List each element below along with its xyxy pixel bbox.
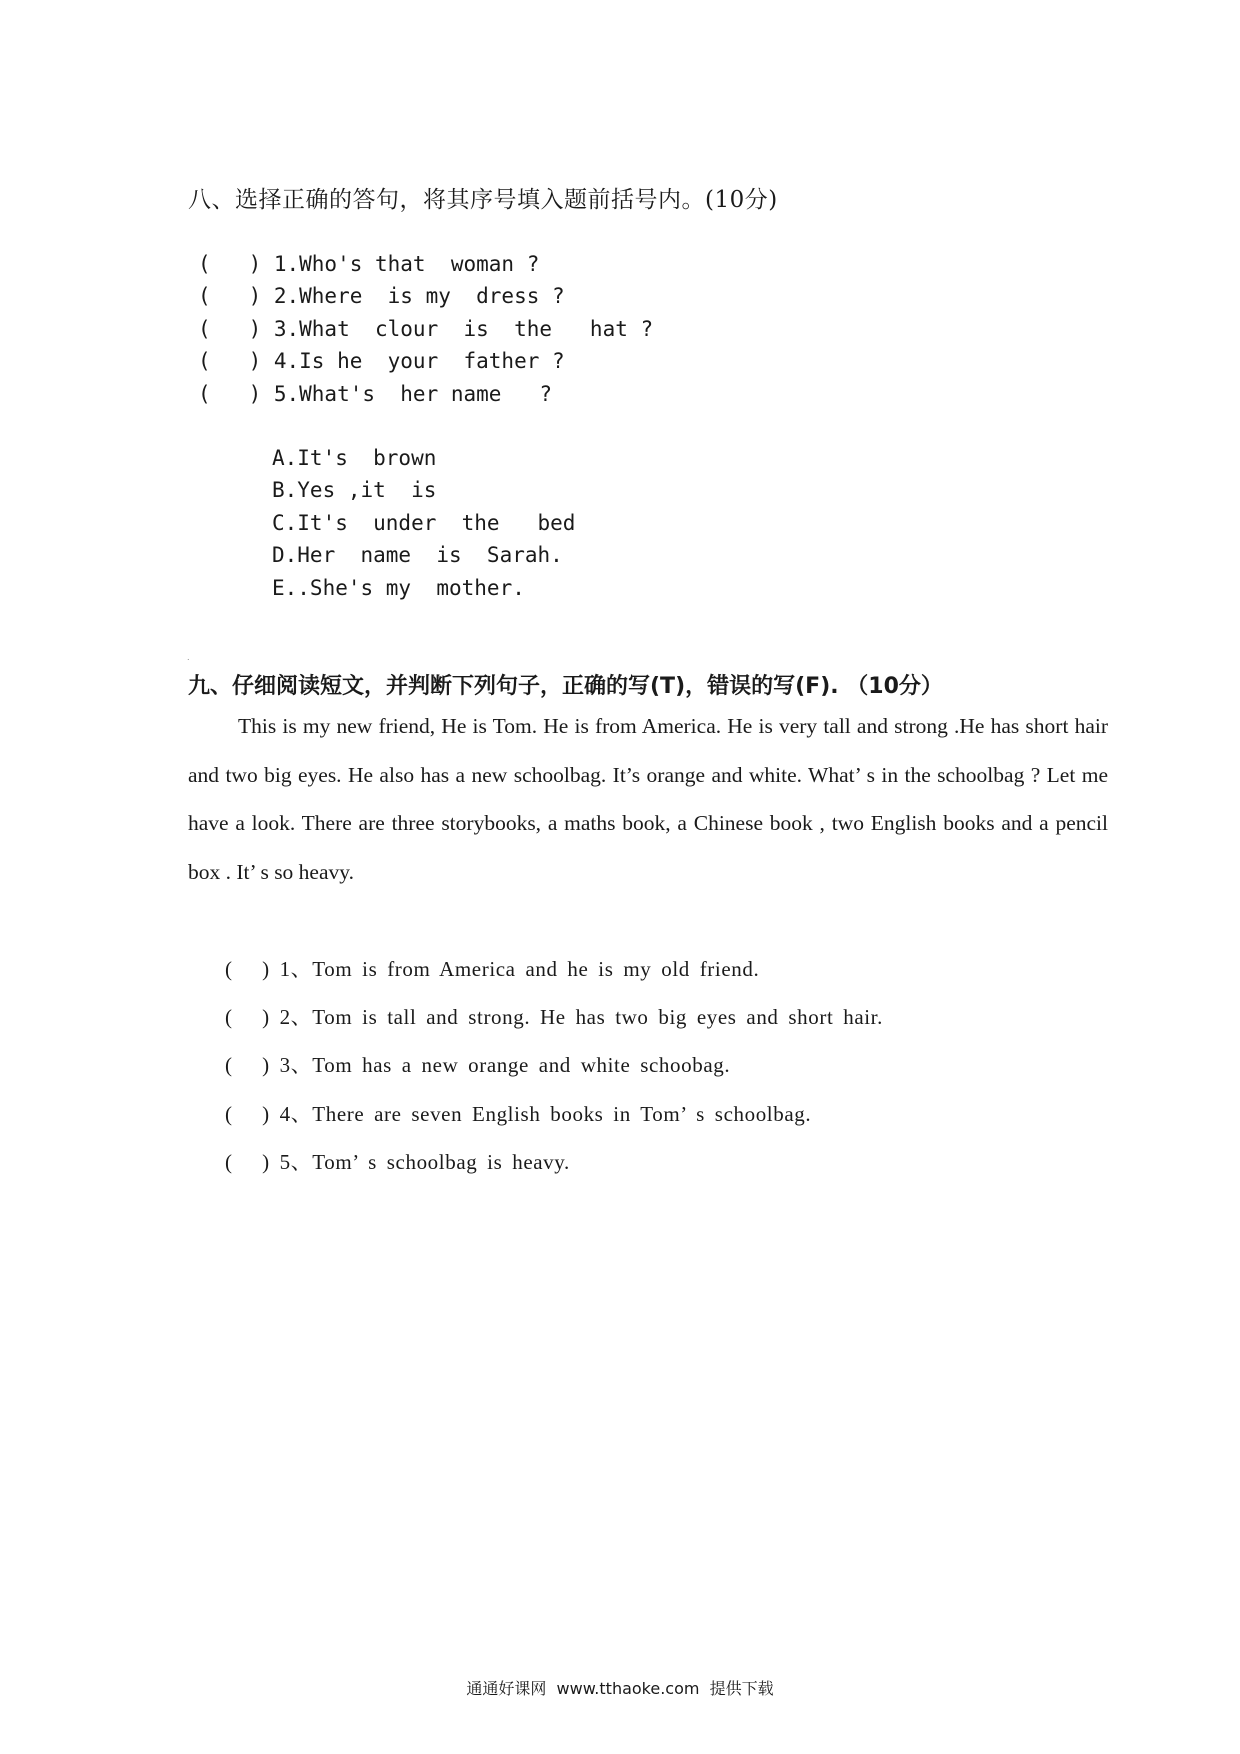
section-8-heading: 八、选择正确的答句，将其序号填入题前括号内。(10分) — [188, 187, 778, 213]
stray-mark: . — [187, 653, 190, 662]
statement-2: ( ) 2、Tom is tall and strong. He has two big eyes and short hair. — [225, 1005, 883, 1029]
statement-4: ( ) 4、There are seven English books in Tom’ s schoolbag. — [225, 1102, 812, 1126]
reading-passage: This is my new friend, He is Tom. He is from America. He is very tall and strong .He has short hair and two big eyes. He also has a new schoolbag. It’s orange and white. What’ s in the schoolbag ? Let me have a look. There are three storybooks, a maths book, a Chinese book , two English books and a pencil box . It’ s so heavy. — [188, 714, 1108, 884]
option-d: D.Her name is Sarah. — [272, 543, 563, 567]
question-5: ( ) 5.What's her name ? — [198, 382, 553, 406]
statement-3: ( ) 3、Tom has a new orange and white schoobag. — [225, 1053, 731, 1077]
statement-5: ( ) 5、Tom’ s schoolbag is heavy. — [225, 1150, 570, 1174]
question-3: ( ) 3.What clour is the hat ? — [198, 317, 654, 341]
question-1: ( ) 1.Who's that woman ? — [198, 252, 540, 276]
option-c: C.It's under the bed — [272, 511, 576, 535]
section-9-heading: 九、仔细阅读短文，并判断下列句子，正确的写(T)，错误的写(F). （10分） — [188, 674, 943, 699]
question-4: ( ) 4.Is he your father ? — [198, 349, 565, 373]
statement-1: ( ) 1、Tom is from America and he is my old friend. — [225, 957, 760, 981]
question-2: ( ) 2.Where is my dress ? — [198, 284, 565, 308]
option-e: E..She's my mother. — [272, 576, 525, 600]
page-footer: 通通好课网 www.tthaoke.com 提供下载 — [466, 1679, 774, 1698]
option-b: B.Yes ,it is — [272, 478, 437, 502]
option-a: A.It's brown — [272, 446, 437, 470]
